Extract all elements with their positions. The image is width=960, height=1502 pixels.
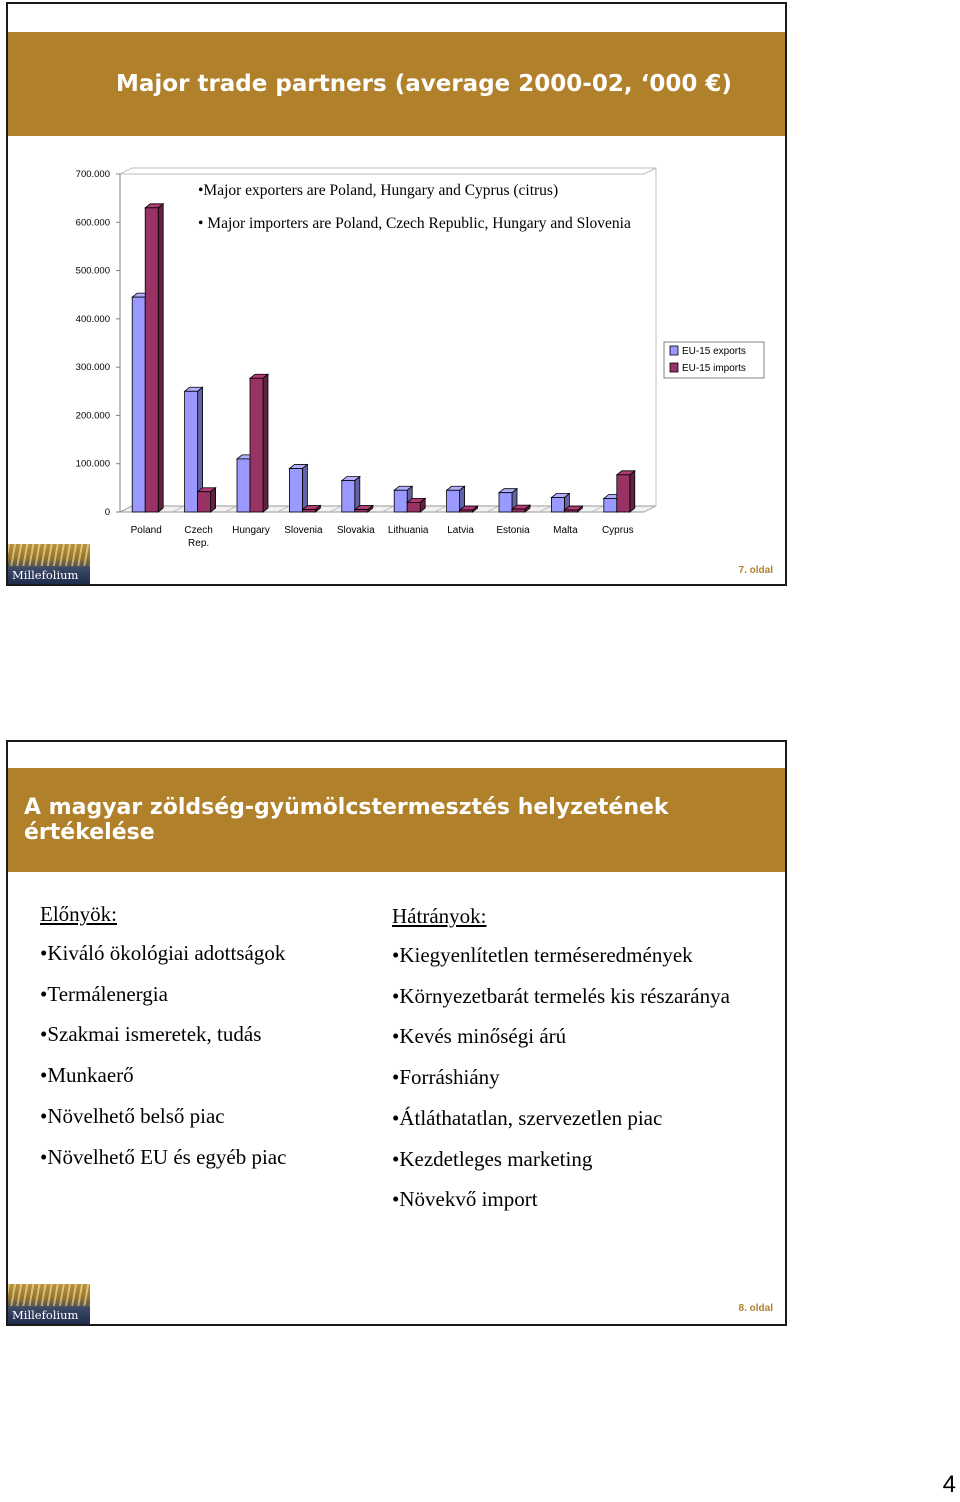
advantages-header: Előnyök: [40,902,117,926]
advantage-item: •Munkaerő [40,1063,134,1088]
chart-bullets [198,182,631,248]
bar-side [302,465,307,512]
y-tick-label: 400.000 [75,313,110,325]
bar-eu-15-imports [145,208,158,512]
bar-eu-15-exports [394,490,407,512]
bullet-importers: • Major importers are Poland, Czech Republic, Hungary and Slovenia [198,215,631,232]
y-tick-label: 300.000 [75,362,110,374]
bar-eu-15-exports [499,493,512,512]
slide-8 [6,740,787,1326]
disadvantage-item: •Kezdetleges marketing [392,1146,593,1171]
advantage-item: •Szakmai ismeretek, tudás [40,1022,262,1047]
millefolium-logo [8,1284,90,1324]
x-category-label: Rep. [188,538,210,549]
slide-title: A magyar zöldség-gyümölcstermesztés helyzetének értékelése [24,795,669,845]
x-category-label: Slovenia [284,525,323,536]
bullet-exporters: •Major exporters are Poland, Hungary and Cyprus (citrus) [198,182,559,199]
advantage-item: •Termálenergia [40,981,168,1006]
trade-partners-chart [8,4,785,584]
bar-side [630,471,635,512]
bar-eu-15-imports [302,510,315,512]
bar-eu-15-imports [617,475,630,512]
legend-swatch [670,363,678,372]
bar-eu-15-exports [447,490,460,512]
y-tick-label: 100.000 [75,458,110,470]
document-page-number: 4 [942,1471,956,1498]
disadvantage-item: •Környezetbarát termelés kis részaránya [392,983,730,1008]
bar-eu-15-imports [564,510,577,512]
bar-side [211,488,216,512]
bar-eu-15-exports [604,498,617,512]
x-category-label: Cyprus [601,525,634,536]
bar-eu-15-imports [407,502,420,512]
x-category-label: Czech [184,525,213,536]
millefolium-logo [8,544,90,584]
slide-7 [6,2,787,586]
y-tick-label: 0 [104,507,110,518]
logo-text: Millefolium [12,1308,79,1322]
y-tick-label: 600.000 [75,217,110,229]
advantages-column [40,902,360,1184]
advantage-item: •Növelhető EU és egyéb piac [40,1144,287,1169]
bar-eu-15-exports [185,391,198,512]
y-tick-label: 700.000 [75,169,110,180]
bar-eu-15-imports [460,510,473,512]
bar-eu-15-imports [250,378,263,512]
slide-title: Major trade partners (average 2000-02, ‘000 €) [116,71,732,97]
disadvantage-item: •Kiegyenlítetlen terméseredmények [392,943,693,967]
advantage-item: •Kiváló ökológiai adottságok [40,941,286,965]
bar-eu-15-exports [342,481,355,512]
page-number: 7. oldal [738,565,773,576]
x-category-label: Hungary [232,525,270,536]
bar-eu-15-imports [512,509,525,512]
disadvantage-item: •Átláthatatlan, szervezetlen piac [392,1105,663,1130]
x-category-label: Poland [130,525,162,536]
x-category-label: Lithuania [387,525,429,536]
bar-eu-15-exports [289,469,302,512]
x-category-label: Estonia [496,525,530,536]
disadvantage-item: •Forráshiány [392,1065,500,1090]
x-category-label: Latvia [447,525,474,536]
legend-label: EU-15 imports [682,363,746,374]
bar-eu-15-exports [132,297,145,512]
wheat-image [8,1284,90,1306]
x-category-label: Malta [553,525,578,536]
bar-eu-15-exports [237,459,250,512]
bar-side [263,374,268,512]
disadvantage-item: •Növekvő import [392,1187,538,1212]
disadvantage-item: •Kevés minőségi árú [392,1024,567,1049]
slide-title-banner [8,768,785,872]
bar-side [158,204,163,512]
disadvantages-column [392,904,772,1227]
wheat-image [8,544,90,566]
logo-text: Millefolium [12,568,79,582]
x-category-label: Slovakia [336,525,375,536]
y-tick-label: 200.000 [75,410,110,422]
legend-label: EU-15 exports [682,346,746,357]
advantage-item: •Növelhető belső piac [40,1103,225,1128]
disadvantages-header: Hátrányok: [392,904,487,928]
page-number: 8. oldal [738,1303,773,1314]
bar-eu-15-exports [551,498,564,512]
bar-eu-15-imports [355,510,368,512]
plot-back-top-edge [120,168,656,174]
bar-eu-15-imports [198,492,211,512]
legend-swatch [670,346,678,355]
y-tick-label: 500.000 [75,265,110,277]
